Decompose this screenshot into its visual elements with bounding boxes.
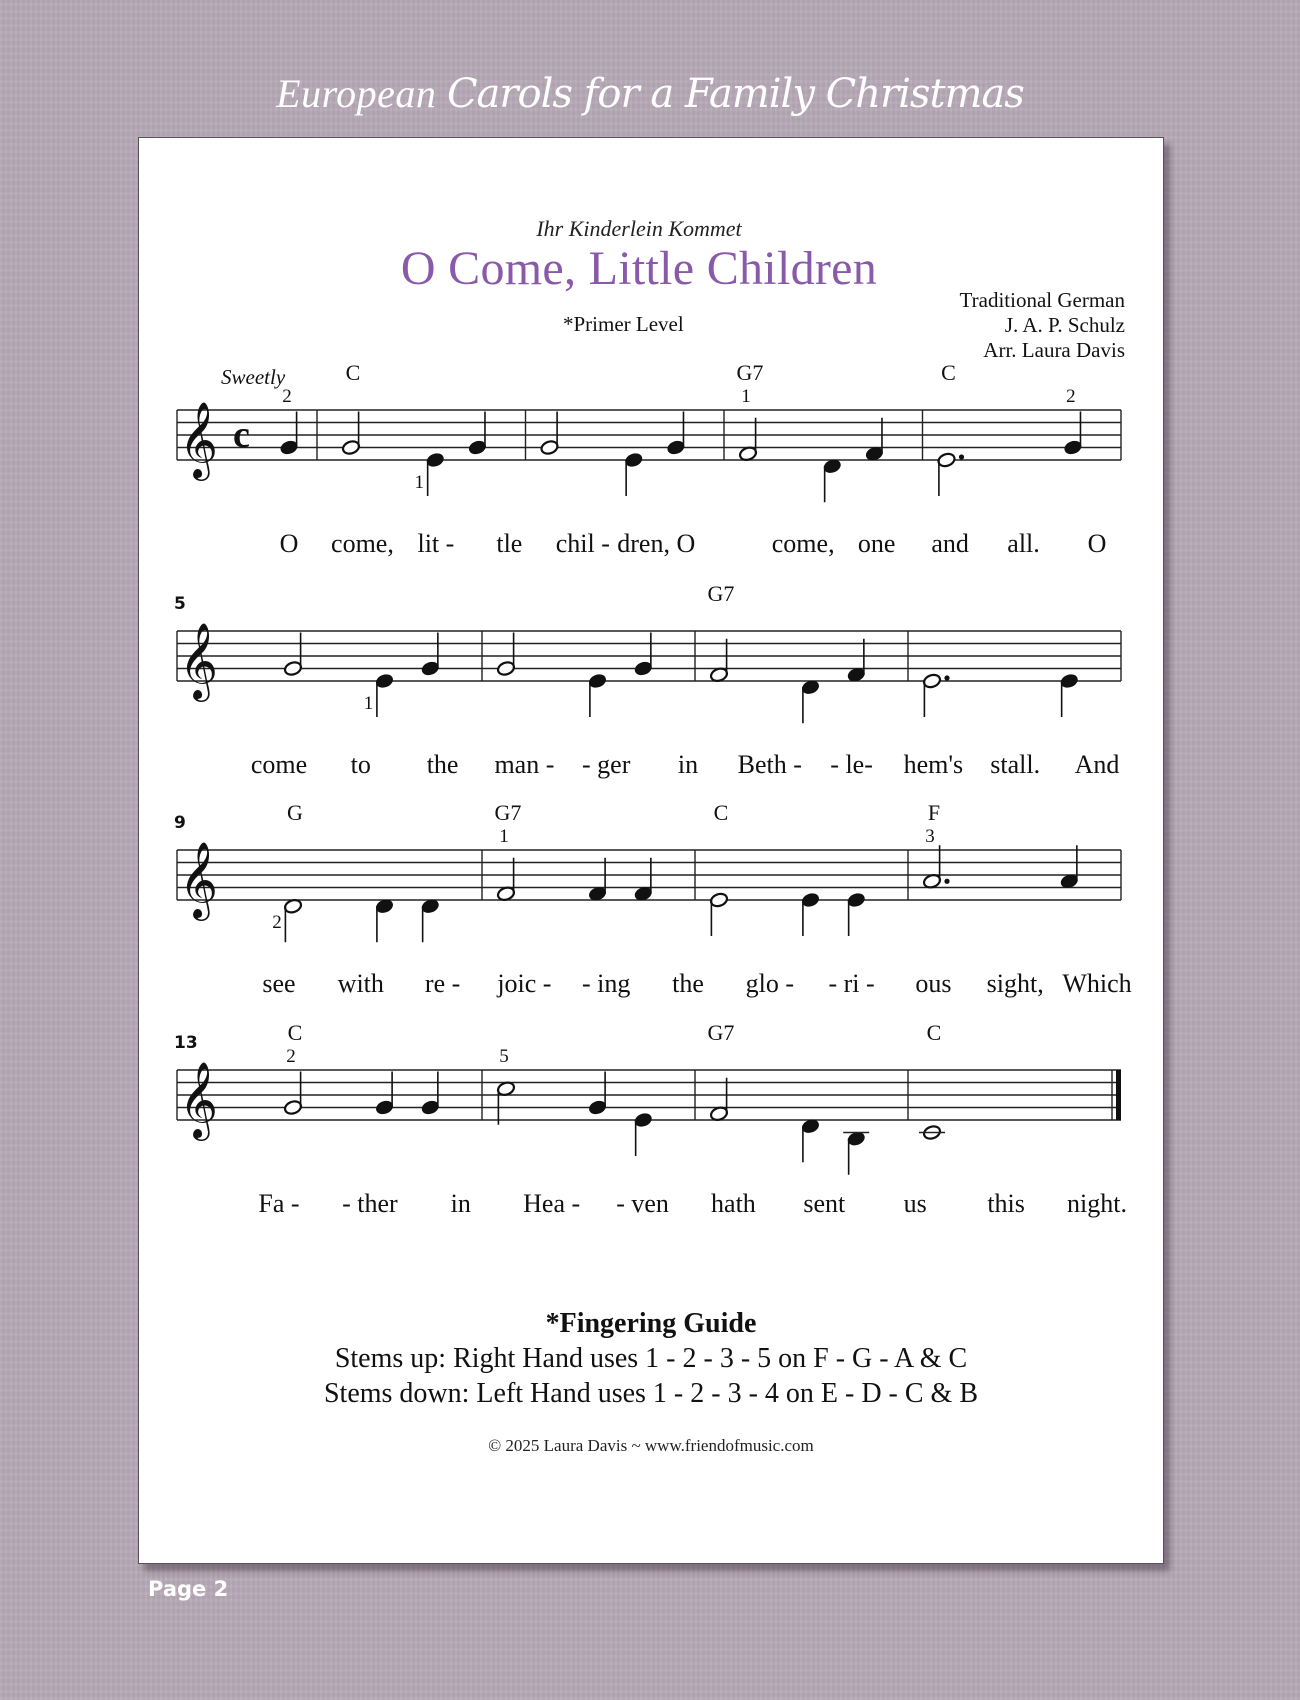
note-head (341, 439, 360, 456)
note-head (937, 452, 956, 469)
time-signature: c (233, 414, 250, 456)
sheet-music-page (138, 137, 1164, 1564)
treble-clef-icon: 𝄞 (179, 401, 219, 478)
augmentation-dot (944, 879, 949, 884)
lyric-syllable: in (450, 1189, 471, 1218)
fingering-number: 1 (741, 386, 751, 407)
lyric-syllable: Which (1062, 969, 1132, 998)
lyric-syllable: this (987, 1189, 1025, 1218)
lyric-syllable: - ger (582, 750, 631, 779)
note-head (426, 452, 445, 469)
note-head (922, 673, 941, 690)
lyric-syllable: And (1074, 750, 1120, 779)
chord-symbol: G7 (707, 1020, 735, 1045)
fingering-number: 2 (1066, 386, 1076, 407)
lyric-syllable: us (903, 1189, 927, 1218)
lyric-syllable: glo - (745, 969, 794, 998)
treble-clef-icon: 𝄞 (179, 1061, 219, 1138)
note-head (283, 660, 302, 677)
note-head (1060, 673, 1079, 690)
lyric-syllable: tle (496, 529, 523, 558)
chord-symbol: G7 (736, 360, 764, 385)
note-head (709, 892, 728, 909)
lyric-syllable: chil - (555, 529, 610, 558)
chord-symbol: C (713, 800, 729, 825)
note-head (421, 660, 440, 677)
note-head (588, 1099, 607, 1116)
lyric-syllable: - ven (616, 1189, 669, 1218)
chord-symbol: F (927, 800, 941, 825)
chord-symbol: C (287, 1020, 303, 1045)
note-head (279, 439, 298, 456)
lyric-syllable: O (279, 529, 299, 558)
chord-symbol: C (941, 360, 956, 385)
fingering-number: 3 (925, 826, 935, 847)
lyric-syllable: re - (424, 969, 461, 998)
fingering-number: 5 (499, 1046, 509, 1067)
fingering-number: 2 (286, 1046, 296, 1067)
note-head (468, 439, 487, 456)
lyric-syllable: sent (803, 1189, 846, 1218)
lyric-syllable: in (677, 750, 699, 779)
fingering-number: 1 (414, 472, 424, 493)
note-head (421, 1099, 440, 1116)
lyric-syllable: to (350, 750, 371, 779)
lyric-syllable: man - (494, 750, 555, 779)
note-head (588, 673, 607, 690)
note-head (634, 1112, 653, 1129)
note-head (847, 892, 866, 909)
music-score (139, 138, 1163, 1318)
lyric-syllable: hath (711, 1189, 756, 1218)
note-head (375, 1099, 394, 1116)
lyric-syllable: stall. (990, 750, 1041, 779)
augmentation-dot (944, 675, 949, 680)
treble-clef-icon: 𝄞 (179, 622, 219, 699)
chord-symbol: C (345, 360, 361, 385)
lyric-syllable: joic - (497, 969, 552, 998)
lyric-syllable: - ri - (828, 969, 875, 998)
lyric-syllable: Hea - (523, 1189, 581, 1218)
page-number: Page 2 (148, 1577, 229, 1601)
lyric-syllable: O (1087, 529, 1107, 558)
lyric-syllable: hem's (903, 750, 964, 779)
book-header (0, 70, 1300, 117)
fingering-number: 2 (282, 386, 292, 407)
header-part2: Carols for a Family Christmas (446, 71, 1024, 117)
fingering-guide-title: *Fingering Guide (545, 1308, 757, 1339)
note-head (1063, 439, 1082, 456)
fingering-guide (139, 1306, 1163, 1411)
fingering-number: 1 (363, 693, 374, 714)
lyric-syllable: - ing (582, 969, 631, 998)
measure-number: 9 (174, 813, 186, 833)
fingering-number: 2 (272, 912, 282, 933)
note-head (540, 439, 559, 456)
chord-symbol: C (926, 1020, 942, 1045)
lyric-syllable: ous (915, 969, 952, 998)
lyric-syllable: dren, O (617, 529, 696, 558)
lyric-syllable: lit - (417, 529, 455, 558)
credit-arranger: Arr. Laura Davis (983, 338, 1125, 362)
note-head (634, 660, 653, 677)
chord-symbol: G7 (707, 581, 735, 606)
note-head (375, 673, 394, 690)
chord-symbol: G (287, 800, 303, 825)
note-head (283, 1099, 302, 1116)
header-part1: European (276, 71, 437, 116)
fingering-guide-line-2: Stems down: Left Hand uses 1 - 2 - 3 - 4 on E - D - C & B (323, 1378, 979, 1409)
lyric-syllable: all. (1007, 529, 1040, 558)
lyric-syllable: see (262, 969, 296, 998)
final-barline-thick (1116, 1070, 1121, 1120)
measure-number: 5 (174, 594, 186, 614)
lyric-syllable: come, (771, 529, 835, 558)
lyric-syllable: Beth - (737, 750, 802, 779)
lyric-syllable: Fa - (258, 1189, 300, 1218)
measure-number: 13 (174, 1033, 198, 1053)
treble-clef-icon: 𝄞 (179, 841, 219, 918)
lyric-syllable: - le- (830, 750, 873, 779)
note-head (666, 439, 685, 456)
lyric-syllable: come, (331, 529, 394, 558)
lyric-syllable: the (672, 969, 704, 998)
copyright: © 2025 Laura Davis ~ www.friendofmusic.com (488, 1436, 814, 1455)
augmentation-dot (959, 454, 964, 459)
song-title: O Come, Little Children (400, 242, 878, 295)
lyric-syllable: come (250, 750, 308, 779)
lyric-syllable: with (337, 969, 384, 998)
lyric-syllable: and (931, 529, 969, 558)
chord-symbol: G7 (494, 800, 522, 825)
fingering-guide-line-1: Stems up: Right Hand uses 1 - 2 - 3 - 5 on F - G - A & C (334, 1343, 968, 1374)
lyric-syllable: - ther (342, 1189, 398, 1218)
note-head (496, 660, 515, 677)
tempo-marking: Sweetly (221, 365, 286, 389)
lyric-syllable: one (857, 529, 896, 558)
lyric-syllable: the (426, 750, 459, 779)
credit-origin: Traditional German (959, 288, 1125, 312)
fingering-number: 1 (499, 826, 509, 847)
lyric-syllable: night. (1067, 1189, 1127, 1218)
credit-composer: J. A. P. Schulz (1004, 313, 1125, 337)
song-subtitle: Ihr Kinderlein Kommet (536, 216, 742, 241)
note-head (624, 452, 643, 469)
level-label: *Primer Level (563, 312, 684, 336)
lyric-syllable: sight, (986, 969, 1044, 998)
note-head (801, 892, 820, 909)
